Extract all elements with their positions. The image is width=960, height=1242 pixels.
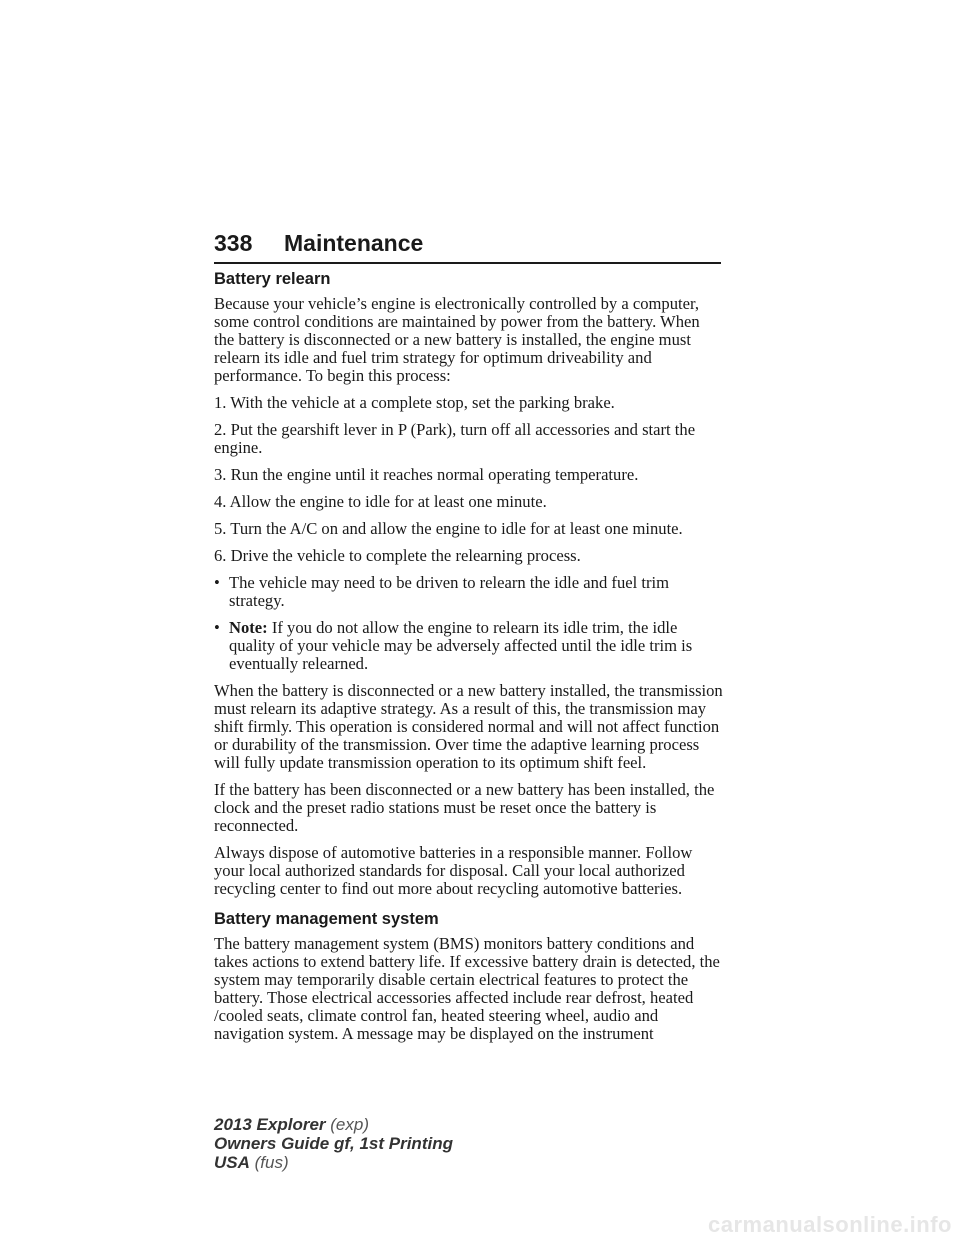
footer-model-code: (exp) <box>330 1115 369 1134</box>
watermark: carmanualsonline.info <box>708 1212 952 1237</box>
heading-battery-relearn: Battery relearn <box>214 270 331 288</box>
bullet-item <box>214 574 724 610</box>
footer-market: USA <box>214 1153 250 1172</box>
step-1: 1. With the vehicle at a complete stop, set the parking brake. <box>214 393 615 412</box>
page-content <box>214 270 724 1052</box>
step-2: 2. Put the gearshift lever in P (Park), turn off all accessories and start the engine. <box>214 420 696 457</box>
bullet-dot-icon: • <box>214 618 220 637</box>
print-footer <box>214 1115 453 1172</box>
bullet-dot-icon: • <box>214 573 220 592</box>
step-5: 5. Turn the A/C on and allow the engine to idle for at least one minute. <box>214 519 683 538</box>
page-header <box>214 230 721 264</box>
bullet-item-note <box>214 619 724 673</box>
heading-battery-management: Battery management system <box>214 910 439 928</box>
section-title: Maintenance <box>284 230 424 256</box>
dispose-paragraph: Always dispose of automotive batteries in a responsible manner. Follow your local authorized standards for disposal. Call your local authorized recycling center to find out more about recycling automotive batteries. <box>214 843 693 898</box>
bms-paragraph: The battery management system (BMS) monitors battery conditions and takes actions to extend battery life. If excessive battery drain is detected, the system may temporarily disable certain electrical features to protect the battery. Those electrical accessories affected include rear defrost, heated /cooled seats, climate control fan, heated steering wheel, audio and navigation system. A message may be displayed on the instrument <box>214 934 720 1043</box>
note-label: Note: <box>229 618 268 637</box>
clock-paragraph: If the battery has been disconnected or a new battery has been installed, the clock and the preset radio stations must be reset once the battery is reconnected. <box>214 780 715 835</box>
footer-model: 2013 Explorer <box>214 1115 326 1134</box>
intro-paragraph: Because your vehicle’s engine is electronically controlled by a computer, some control conditions are maintained by power from the battery. When the battery is disconnected or a new battery is installed, the engine must relearn its idle and fuel trim strategy for optimum driveability and performance. To begin this process: <box>214 294 700 385</box>
bullet-text: The vehicle may need to be driven to relearn the idle and fuel trim strategy. <box>229 573 670 610</box>
footer-line-3 <box>214 1153 453 1172</box>
step-3: 3. Run the engine until it reaches normal operating temperature. <box>214 465 639 484</box>
page-number: 338 <box>214 230 253 256</box>
footer-line-2: Owners Guide gf, 1st Printing <box>214 1134 453 1153</box>
footer-line-1 <box>214 1115 453 1134</box>
step-6: 6. Drive the vehicle to complete the relearning process. <box>214 546 581 565</box>
footer-market-code: (fus) <box>254 1153 289 1172</box>
note-text: If you do not allow the engine to relearn its idle trim, the idle quality of your vehicle may be adversely affected until the idle trim is eventually relearned. <box>229 618 693 673</box>
transmission-paragraph: When the battery is disconnected or a new battery installed, the transmission must relearn its adaptive strategy. As a result of this, the transmission may shift firmly. This operation is considered normal and will not affect function or durability of the transmission. Over time the adaptive learning process will fully update transmission operation to its optimum shift feel. <box>214 681 723 772</box>
step-4: 4. Allow the engine to idle for at least one minute. <box>214 492 547 511</box>
